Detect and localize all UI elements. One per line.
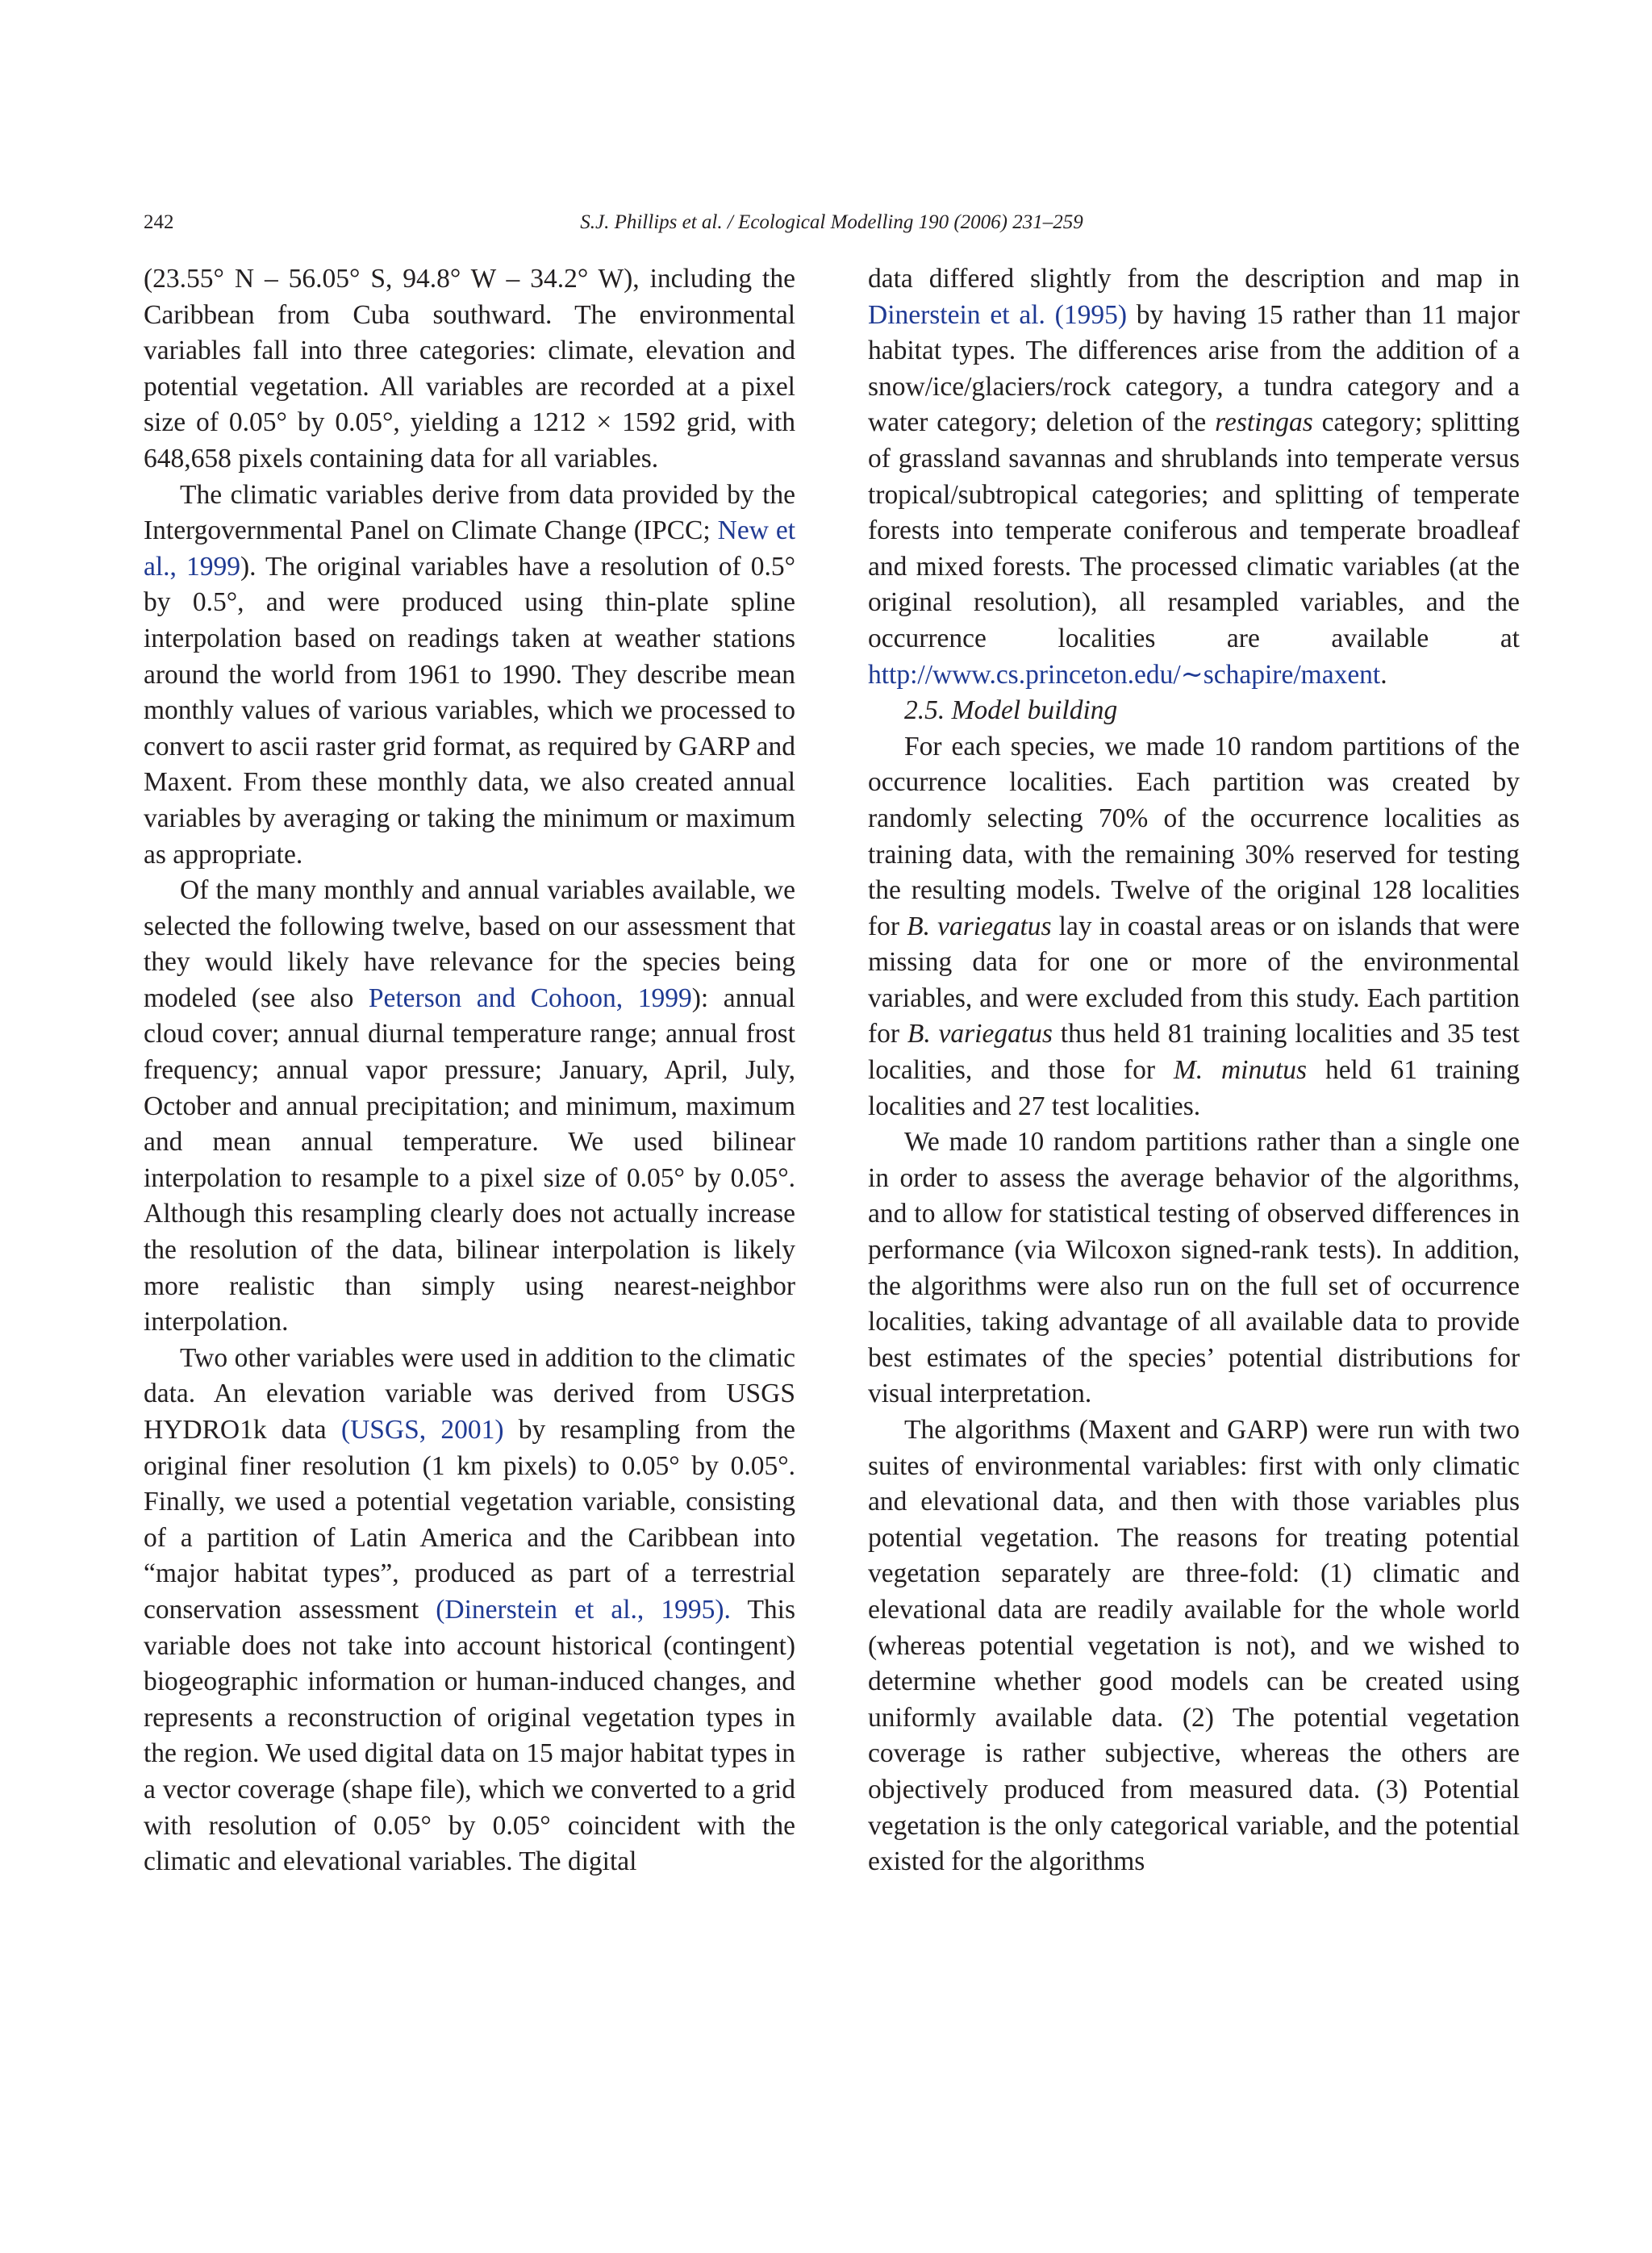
- citation-new-1999[interactable]: New et al., 1999: [144, 515, 795, 582]
- paragraph-random-partitions: We made 10 random partitions rather than a single one in order to assess the average behavior of the algorithms, and to allow for statistical testing of observed differences in performance (via Wilcoxon signed-rank tests). In addition, the algorithms were also run on the full set of occurrence localities, taking advantage of all available data to provide best estimates of the species’ potential distributions for visual interpretation.: [868, 1127, 1520, 1409]
- left-column: [144, 261, 795, 1880]
- section-heading-model-building: 2.5. Model building: [904, 695, 1118, 726]
- citation-dinerstein-1995[interactable]: (Dinerstein et al., 1995).: [436, 1594, 731, 1625]
- paragraph-variable-selection: Of the many monthly and annual variables available, we selected the following twelve, based on our assessment that they would likely have relevance for the species being modeled (see also Peterson and Cohoon, 1999): annual cloud cover; annual diurnal temperature range; annual frost frequency; annual vapor pressure; January, April, July, October and annual precipitation; and minimum, maximum and mean annual temperature. We used bilinear interpolation to resample to a pixel size of 0.05° by 0.05°. Although this resampling clearly does not actually increase the resolution of the data, bilinear interpolation is likely more realistic than simply using nearest-neighbor interpolation.: [144, 875, 795, 1337]
- page-number: 242: [144, 211, 174, 233]
- citation-peterson-cohoon-1999[interactable]: Peterson and Cohoon, 1999: [368, 983, 692, 1013]
- page-header: [144, 207, 1520, 239]
- paragraph-habitat-data: data differed slightly from the description and map in Dinerstein et al. (1995) by having 15 rather than 11 major habitat types. The differences arise from the addition of a snow/ice/glaciers/rock category, a tundra category and a water category; deletion of the restingas category; splitting of grassland savannas and shrublands into temperate versus tropical/subtropical categories; and splitting of temperate forests into temperate coniferous and temperate broadleaf and mixed forests. The processed climatic variables (at the original resolution), all resampled variables, and the occurrence localities are available at http://www.cs.princeton.edu/∼schapire/maxent.: [868, 264, 1520, 690]
- citation-dinerstein-1995-b[interactable]: Dinerstein et al. (1995): [868, 299, 1127, 330]
- paragraph-algorithms: The algorithms (Maxent and GARP) were run with two suites of environmental variables: first with only climatic and elevational data, and then with those variables plus potential vegetation. The reasons for treating potential vegetation separately are three-fold: (1) climatic and elevational data are readily available for the whole world (whereas potential vegetation is not), and we wished to determine whether good models can be created using uniformly available data. (2) The potential vegetation coverage is rather subjective, whereas the others are objectively produced from measured data. (3) Potential vegetation is the only categorical variable, and the potential existed for the algorithms: [868, 1415, 1520, 1877]
- maxent-url-link[interactable]: http://www.cs.princeton.edu/∼schapire/maxent: [868, 659, 1381, 690]
- paragraph-study-area: (23.55° N – 56.05° S, 94.8° W – 34.2° W), including the Caribbean from Cuba southward. The environmental variables fall into three categories: climate, elevation and potential vegetation. All variables are recorded at a pixel size of 0.05° by 0.05°, yielding a 1212 × 1592 grid, with 648,658 pixels containing data for all variables.: [144, 264, 795, 474]
- citation-usgs-2001[interactable]: (USGS, 2001): [340, 1415, 504, 1445]
- paragraph-other-variables: Two other variables were used in addition to the climatic data. An elevation variable was derived from USGS HYDRO1k data (USGS, 2001) by resampling from the original finer resolution (1 km pixels) to 0.05° by 0.05°. Finally, we used a potential vegetation variable, consisting of a partition of Latin America and the Caribbean into “major habitat types”, produced as part of a terrestrial conservation assessment (Dinerstein et al., 1995). This variable does not take into account historical (contingent) biogeographic information or human-induced changes, and represents a reconstruction of original vegetation types in the region. We used digital data on 15 major habitat types in a vector coverage (shape file), which we converted to a grid with resolution of 0.05° by 0.05° coincident with the climatic and elevational variables. The digital: [144, 1342, 795, 1877]
- running-head: S.J. Phillips et al. / Ecological Modelling 190 (2006) 231–259: [580, 211, 1083, 233]
- right-column: [868, 261, 1520, 1880]
- paragraph-climatic-variables: The climatic variables derive from data provided by the Intergovernmental Panel on Climate Change (IPCC; New et al., 1999). The original variables have a resolution of 0.5° by 0.5°, and were produced using thin-plate spline interpolation based on readings taken at weather stations around the world from 1961 to 1990. They describe mean monthly values of various variables, which we processed to convert to ascii raster grid format, as required by GARP and Maxent. From these monthly data, we also created annual variables by averaging or taking the minimum or maximum as appropriate.: [144, 479, 795, 870]
- paragraph-partitions: For each species, we made 10 random partitions of the occurrence localities. Each partition was created by randomly selecting 70% of the occurrence localities as training data, with the remaining 30% reserved for testing the resulting models. Twelve of the original 128 localities for B. variegatus lay in coastal areas or on islands that were missing data for one or more of the environmental variables, and were excluded from this study. Each partition for B. variegatus thus held 81 training localities and 35 test localities, and those for M. minutus held 61 training localities and 27 test localities.: [868, 731, 1521, 1121]
